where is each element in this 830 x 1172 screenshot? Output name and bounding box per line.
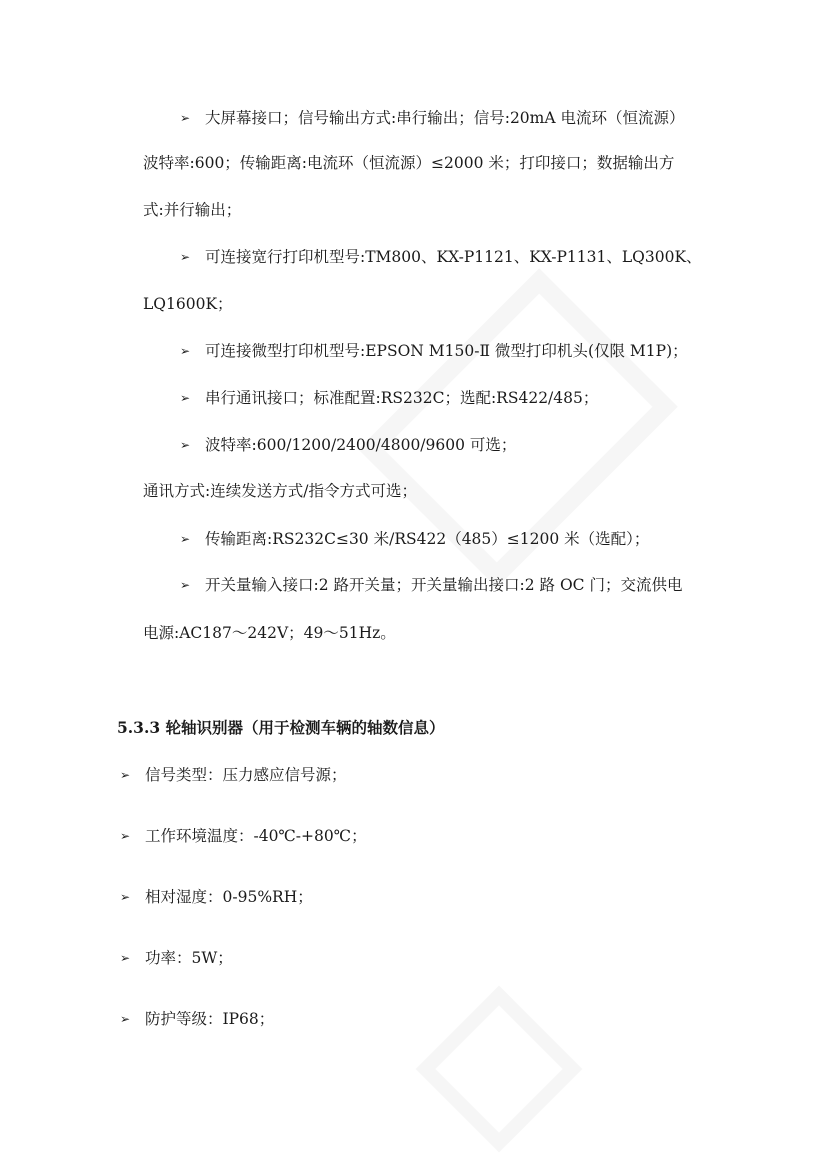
paragraph-line: LQ1600K； — [143, 295, 233, 313]
bullet-arrow-icon: ➢ — [120, 890, 131, 904]
paragraph-line: 可连接微型打印机型号:EPSON M150-Ⅱ 微型打印机头(仅限 M1P)； — [205, 342, 688, 360]
spec-item: 相对湿度：0-95%RH； — [145, 888, 313, 906]
bullet-arrow-icon: ➢ — [120, 829, 131, 843]
bullet-arrow-icon: ➢ — [120, 768, 131, 782]
bullet-arrow-icon: ➢ — [180, 111, 191, 125]
paragraph-line: 通讯方式:连续发送方式/指令方式可选； — [143, 482, 417, 500]
spec-item: 工作环境温度：-40℃-+80℃； — [145, 827, 367, 845]
bullet-arrow-icon: ➢ — [180, 391, 191, 405]
section-heading: 5.3.3 轮轴识别器（用于检测车辆的轴数信息） — [117, 718, 445, 737]
bullet-arrow-icon: ➢ — [180, 250, 191, 264]
spec-item: 信号类型：压力感应信号源； — [145, 766, 347, 784]
bullet-arrow-icon: ➢ — [180, 532, 191, 546]
bullet-arrow-icon: ➢ — [120, 1012, 131, 1026]
bullet-arrow-icon: ➢ — [180, 344, 191, 358]
paragraph-line: 波特率:600；传输距离:电流环（恒流源）≤2000 米；打印接口；数据输出方 — [143, 154, 675, 172]
bullet-arrow-icon: ➢ — [180, 578, 191, 592]
bullet-arrow-icon: ➢ — [120, 951, 131, 965]
paragraph-line: 开关量输入接口:2 路开关量；开关量输出接口:2 路 OC 门；交流供电 — [205, 576, 683, 594]
paragraph-line: 传输距离:RS232C≤30 米/RS422（485）≤1200 米（选配）； — [205, 530, 650, 548]
bullet-arrow-icon: ➢ — [180, 438, 191, 452]
paragraph-line: 串行通讯接口；标准配置:RS232C；选配:RS422/485； — [205, 389, 599, 407]
paragraph-line: 波特率:600/1200/2400/4800/9600 可选； — [205, 436, 517, 454]
paragraph-line: 可连接宽行打印机型号:TM800、KX-P1121、KX-P1131、LQ300K、 — [205, 248, 702, 266]
spec-item: 功率：5W； — [145, 949, 233, 967]
paragraph-line: 大屏幕接口；信号输出方式:串行输出；信号:20mA 电流环（恒流源） — [205, 109, 685, 127]
paragraph-line: 式:并行输出； — [143, 201, 242, 219]
paragraph-line: 电源:AC187～242V；49～51Hz。 — [143, 624, 396, 642]
watermark — [416, 986, 583, 1153]
spec-item: 防护等级：IP68； — [145, 1010, 275, 1028]
